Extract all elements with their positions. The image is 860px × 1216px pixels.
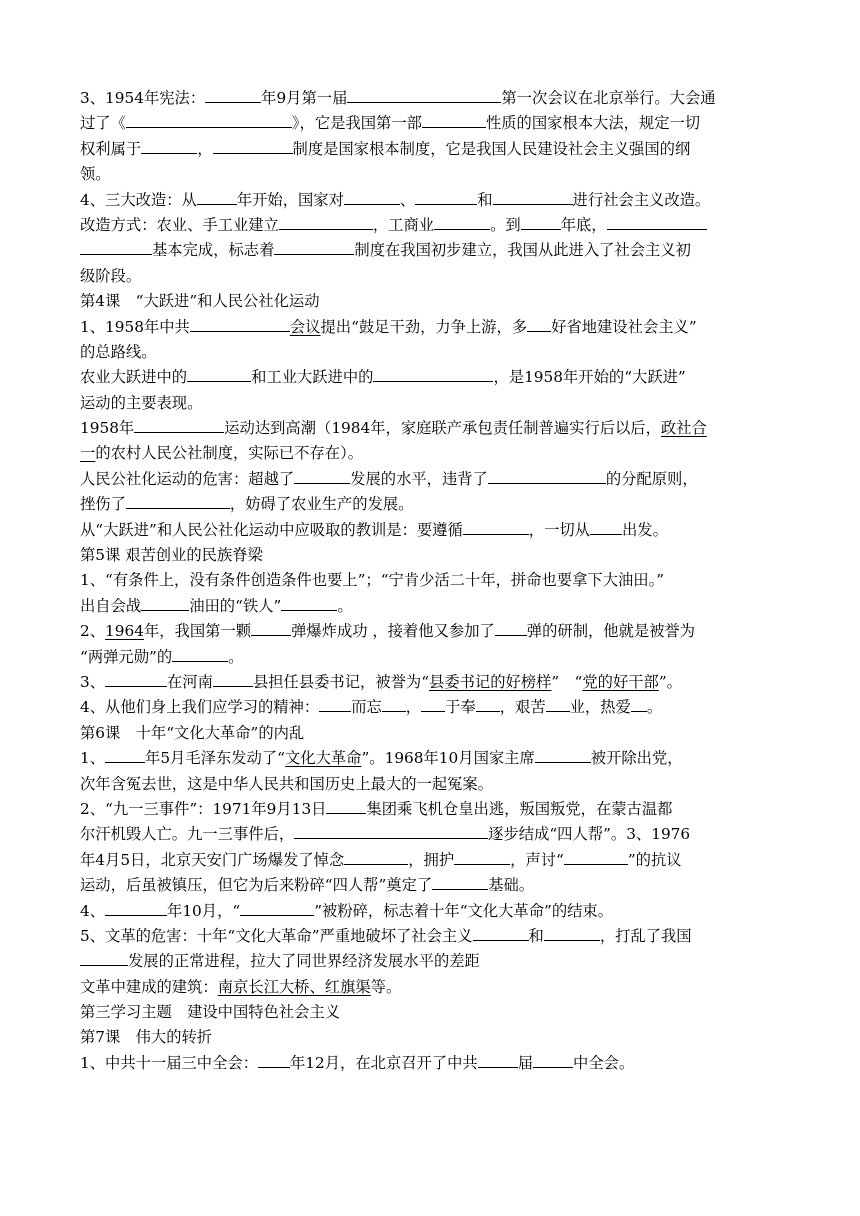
fill-blank[interactable]: [80, 950, 128, 966]
text-line: 2、“九一三事件”：1971年9月13日 集团乘飞机仓皇出逃，叛国叛党，在蒙古温都: [80, 799, 673, 818]
fill-blank[interactable]: [258, 1052, 290, 1068]
fill-blank[interactable]: [488, 468, 606, 484]
text-line: 4、 年10月，“ ”被粉碎，标志着十年“文化大革命”的结束。: [80, 901, 614, 920]
text-line: 的总路线。: [80, 342, 157, 361]
fill-blank[interactable]: [294, 823, 488, 839]
fill-blank[interactable]: [251, 620, 291, 636]
fill-blank[interactable]: [432, 874, 488, 890]
text-line: 改造方式：农业、手工业建立 ，工商业 。到 年底，: [80, 213, 780, 238]
fill-blank[interactable]: [527, 316, 551, 332]
text-line: 基本完成，标志着 制度在我国初步建立，我国从此进入了社会主义初: [80, 238, 780, 263]
fill-blank[interactable]: [544, 925, 600, 941]
text-line: 1958年 运动达到高潮（1984年，家庭联产承包责任制普遍实行后以后，政社合: [80, 419, 707, 438]
fill-blank[interactable]: [294, 468, 350, 484]
text-line: 4、三大改造：从 年开始，国家对 、 和 进行社会主义改造。: [80, 190, 711, 209]
fill-blank[interactable]: [134, 417, 224, 433]
lesson-heading: 第6课 十年“文化大革命”的内乱: [80, 723, 305, 742]
lesson-heading: 第4课 “大跃进”和人民公社化运动: [80, 292, 320, 311]
text-line: 农业大跃进中的 和工业大跃进中的 ，是1958年开始的“大跃进”: [80, 368, 686, 387]
text-line: 出自会战 油田的“铁人” 。: [80, 596, 353, 615]
fill-blank[interactable]: [422, 112, 486, 128]
worksheet-page: [80, 86, 780, 1076]
fill-blank[interactable]: [281, 595, 337, 611]
text-line: 权利属于 ， 制度是国家根本制度，它是我国人民建设社会主义强国的纲: [80, 139, 691, 158]
lesson-heading: 第7课 伟大的转折: [80, 1028, 213, 1047]
fill-blank[interactable]: [382, 696, 406, 712]
fill-blank[interactable]: [141, 138, 197, 154]
text-line: 发展的正常进程，拉大了同世界经济发展水平的差距: [80, 949, 780, 974]
fill-blank[interactable]: [473, 925, 529, 941]
fill-blank[interactable]: [141, 595, 189, 611]
fill-blank[interactable]: [105, 671, 167, 687]
fill-blank[interactable]: [344, 849, 408, 865]
fill-blank[interactable]: [347, 87, 501, 103]
text-line: 领。: [80, 165, 111, 184]
fill-blank[interactable]: [344, 189, 400, 205]
fill-blank[interactable]: [454, 849, 510, 865]
fill-blank[interactable]: [607, 214, 707, 230]
fill-blank[interactable]: [631, 696, 647, 712]
text-line: 次年含冤去世，这是中华人民共和国历史上最大的一起冤案。: [80, 774, 494, 793]
text-line: 年4月5日，北京天安门广场爆发了悼念 ，拥护 ，声讨“ ”的抗议: [80, 850, 682, 869]
fill-blank[interactable]: [493, 189, 573, 205]
fill-blank[interactable]: [590, 519, 622, 535]
fill-blank[interactable]: [80, 239, 152, 255]
text-line: 1、1958年中共 会议提出“鼓足干劲，力争上游，多 好省地建设社会主义”: [80, 317, 697, 336]
text-line: 尔汗机毁人亡。九一三事件后， 逐步结成“四人帮”。3、1976: [80, 825, 691, 844]
fill-blank[interactable]: [172, 646, 228, 662]
fill-blank[interactable]: [533, 1052, 573, 1068]
text-line: 4、从他们身上我们应学习的精神： 而忘 ， 于奉 ，艰苦 业，热爱 。: [80, 698, 663, 717]
fill-blank[interactable]: [476, 696, 500, 712]
fill-blank[interactable]: [213, 138, 293, 154]
fill-blank[interactable]: [319, 696, 351, 712]
fill-blank[interactable]: [495, 620, 527, 636]
fill-blank[interactable]: [205, 87, 261, 103]
fill-blank[interactable]: [478, 1052, 518, 1068]
text-line: 1、 年5月毛泽东发动了“文化大革命”。1968年10月国家主席 被开除出党，: [80, 749, 683, 768]
text-line: 一的农村人民公社制度，实际已不存在）。: [80, 444, 364, 463]
text-line: 运动的主要表现。: [80, 393, 203, 412]
theme-heading: 第三学习主题 建设中国特色社会主义: [80, 1003, 341, 1022]
text-line: 级阶段。: [80, 266, 142, 285]
fill-blank[interactable]: [564, 849, 628, 865]
fill-blank[interactable]: [126, 493, 230, 509]
fill-blank[interactable]: [326, 798, 366, 814]
fill-blank[interactable]: [190, 316, 290, 332]
text-line: 3、 在河南 县担任县委书记，被誉为“县委书记的好榜样” “党的好干部”。: [80, 672, 682, 691]
fill-blank[interactable]: [535, 747, 591, 763]
text-line: 人民公社化运动的危害：超越了 发展的水平，违背了 的分配原则，: [80, 469, 698, 488]
fill-blank[interactable]: [546, 696, 570, 712]
text-line: 挫伤了 ，妨碍了农业生产的发展。: [80, 495, 414, 514]
fill-blank[interactable]: [126, 112, 292, 128]
text-line: “两弹元勋”的 。: [80, 647, 244, 666]
fill-blank[interactable]: [240, 900, 314, 916]
fill-blank[interactable]: [197, 189, 237, 205]
fill-blank[interactable]: [421, 696, 445, 712]
text-line: 从“大跃进”和人民公社化运动中应吸取的教训是：要遵循 ，一切从 出发。: [80, 520, 668, 539]
text-line: 3、1954年宪法： 年9月第一届 第一次会议在北京举行。大会通: [80, 89, 716, 107]
text-line: 文革中建成的建筑：南京长江大桥、红旗渠等。: [80, 977, 402, 996]
text-line: 1、“有条件上，没有条件创造条件也要上”；“宁肯少活二十年，拼命也要拿下大油田。”: [80, 571, 665, 590]
fill-blank[interactable]: [434, 214, 490, 230]
fill-blank[interactable]: [105, 900, 167, 916]
text-line: 过了《 》，它是我国第一部 性质的国家根本大法，规定一切: [80, 114, 701, 133]
fill-blank[interactable]: [105, 747, 145, 763]
fill-blank[interactable]: [463, 519, 529, 535]
text-line: 运动，后虽被镇压，但它为后来粉碎“四人帮”奠定了 基础。: [80, 876, 535, 895]
fill-blank[interactable]: [213, 671, 253, 687]
fill-blank[interactable]: [274, 239, 354, 255]
text-line: 2、1964年，我国第一颗 弹爆炸成功 ，接着他又参加了 弹的研制，他就是被誉为: [80, 622, 696, 641]
text-line: 1、中共十一届三中全会： 年12月，在北京召开了中共 届 中全会。: [80, 1053, 635, 1072]
fill-blank[interactable]: [373, 366, 493, 382]
fill-blank[interactable]: [279, 214, 373, 230]
lesson-heading: 第5课 艰苦创业的民族脊梁: [80, 546, 263, 565]
fill-blank[interactable]: [521, 214, 561, 230]
text-line: 5、文革的危害：十年“文化大革命”严重地破坏了社会主义 和 ，打乱了我国: [80, 926, 692, 945]
fill-blank[interactable]: [415, 189, 477, 205]
fill-blank[interactable]: [187, 366, 251, 382]
